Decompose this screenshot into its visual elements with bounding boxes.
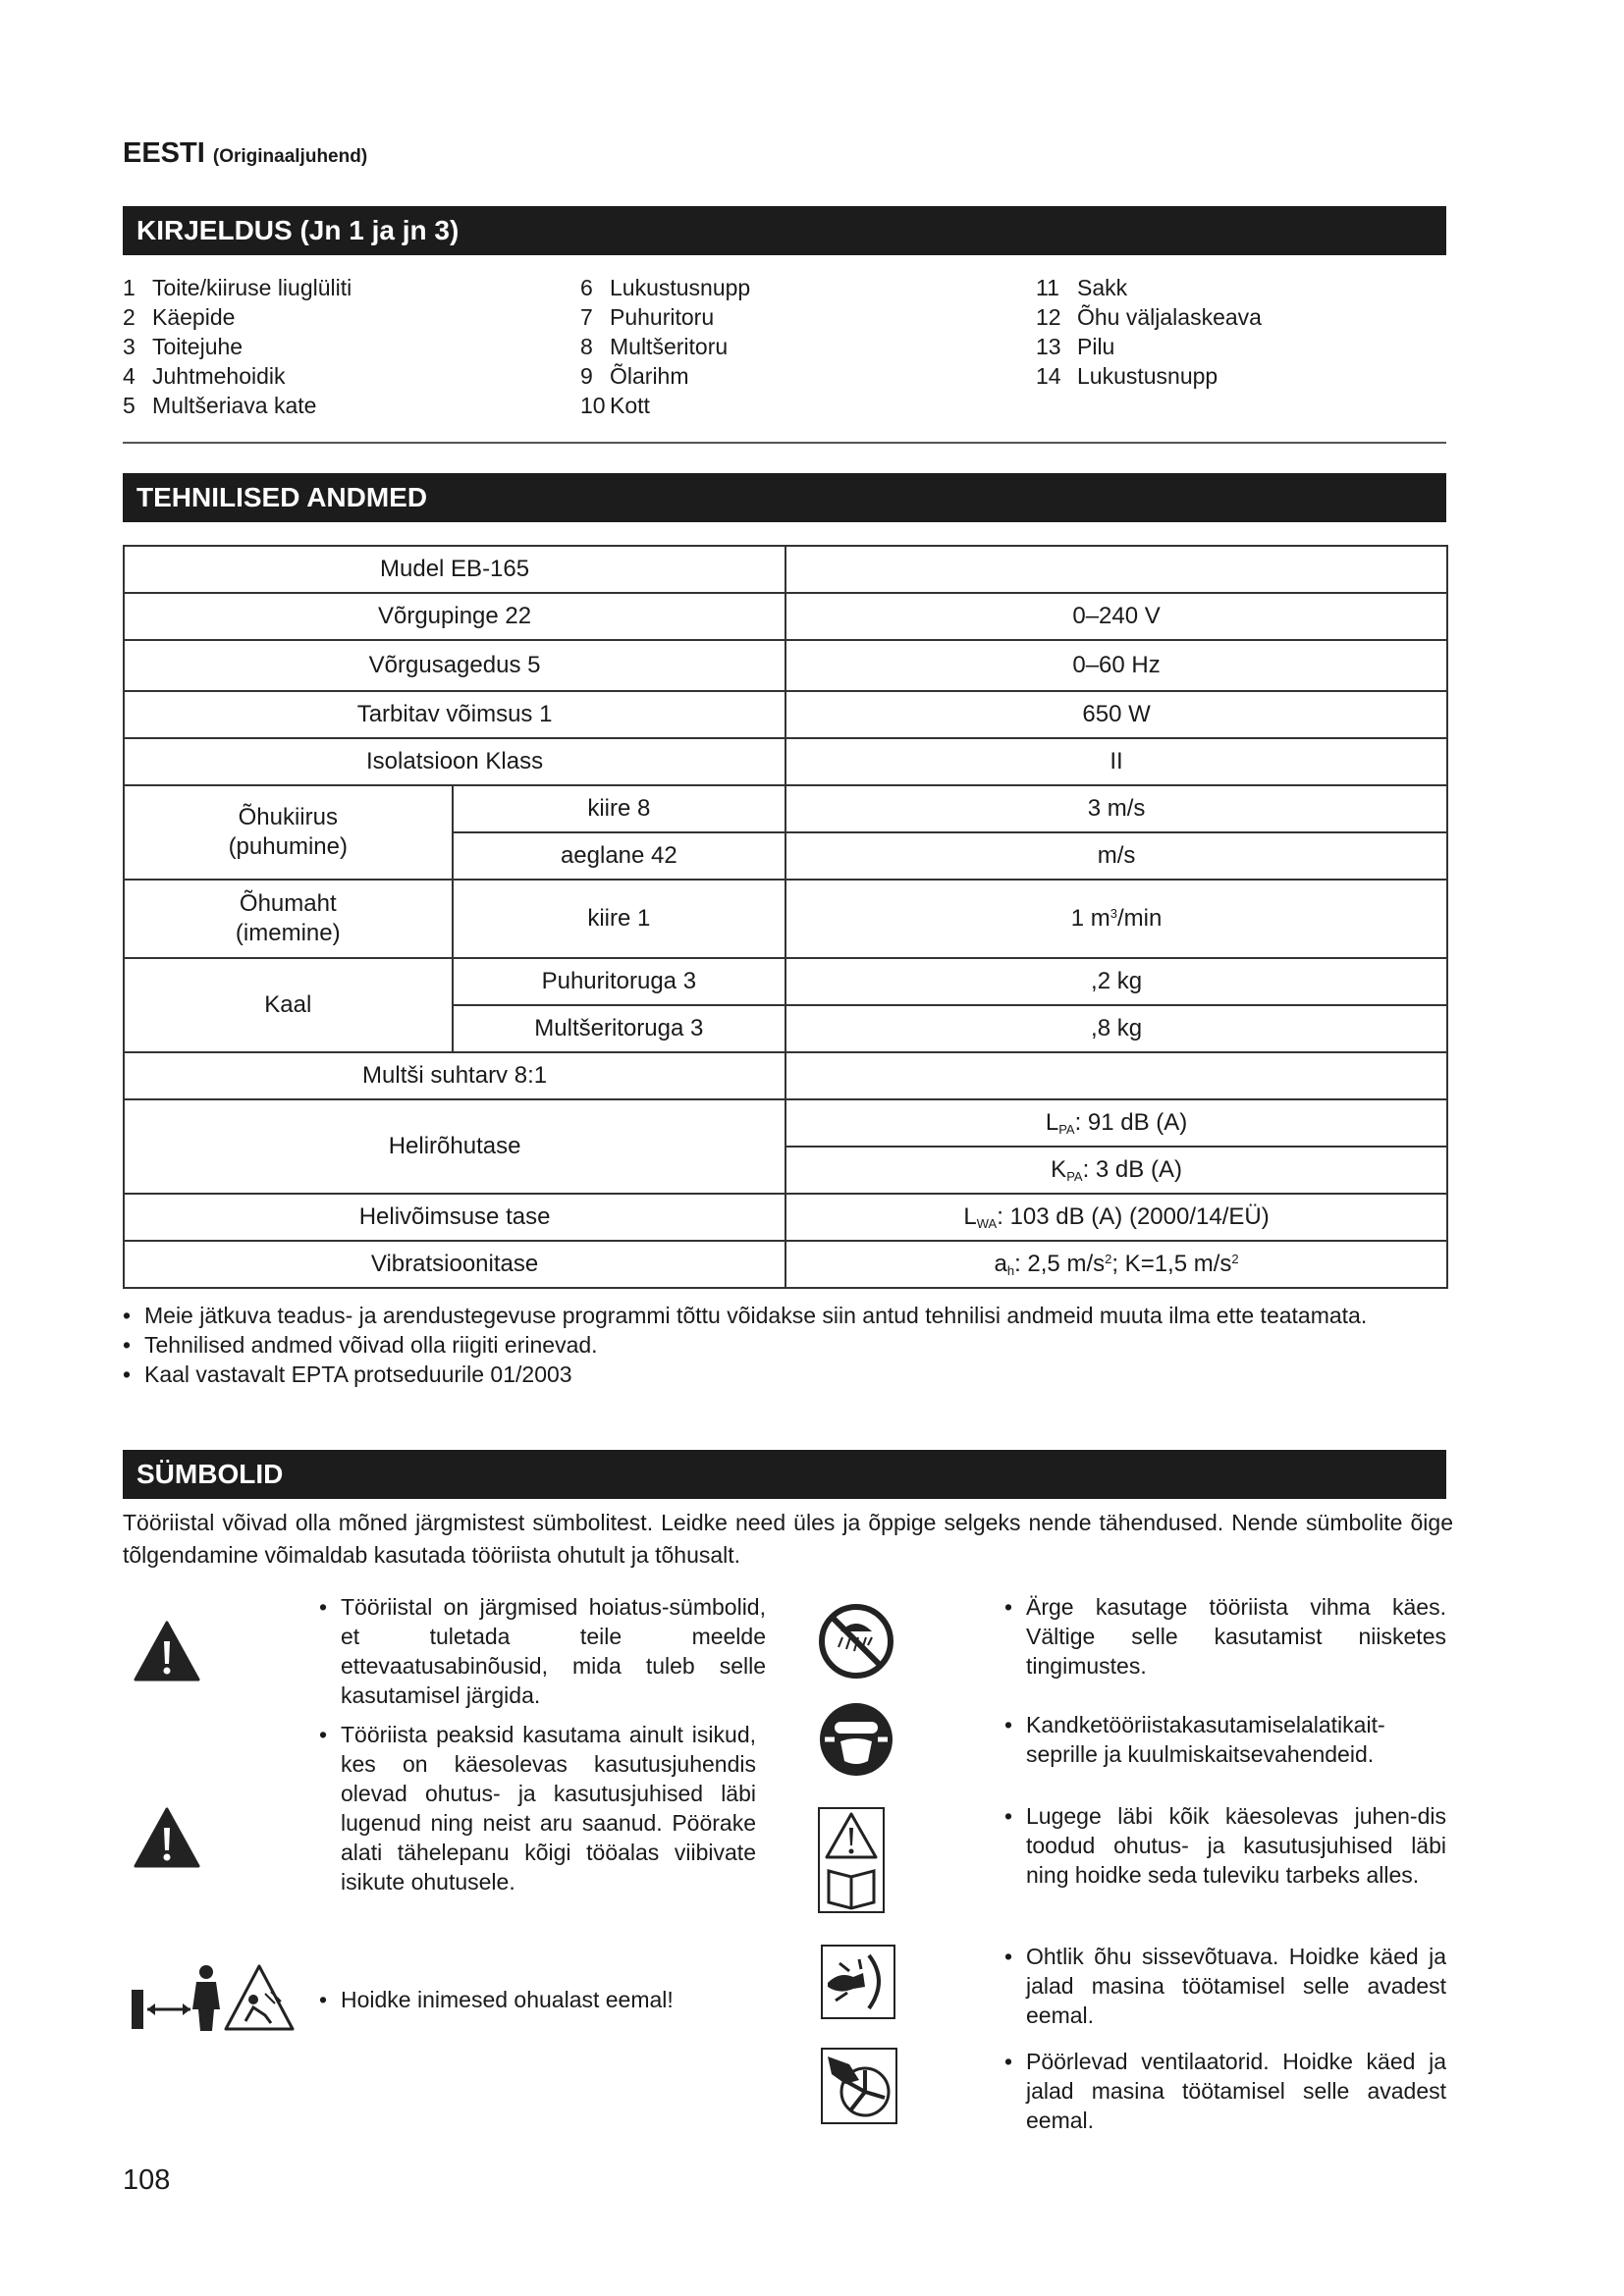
symbol-text: • Tööriista peaksid kasutama ainult isikud, kes on käesolevas kasutusjuhendis olevad ohutus- ja kasutusjuhised läbi lugenud ning neist aru saanud. Pöörake alati tähelepanu kõigi tööalas viibivate isikute ohutusele. [319, 1720, 756, 1896]
symbol-text: • Ärge kasutage tööriista vihma käes. Vältige selle kasutamist niisketes tingimustes. [1004, 1592, 1446, 1681]
table-row: Õhukiirus (puhumine) kiire 8 3 m/s [124, 785, 1447, 832]
table-row: Vibratsioonitase $a_h$: 2,5 $m/s^2$; K=1,5 $m/s^2$ [124, 1241, 1447, 1288]
symbol-text: • Ohtlik õhu sissevõtuava. Hoidke käed ja jalad masina töötamisel selle avadest eemal. [1004, 1942, 1446, 2030]
table-row: Kaal Puhuritoruga 3 ,2 kg [124, 958, 1447, 1005]
part-item: 3 Toitejuhe [123, 334, 244, 359]
section-symbols-heading: SÜMBOLID [123, 1450, 1446, 1499]
table-row: aeglane 42 m/s [124, 832, 1447, 880]
language-subtitle: (Originaaljuhend) [212, 146, 368, 167]
symbol-text: • Tööriistal on järgmised hoiatus-sümbolid, et tuletada teile meelde ettevaatusabinõusid, mida tuleb selle kasutamisel järgida. [319, 1592, 766, 1710]
part-item: 10 Kott [580, 393, 650, 418]
part-item: 13 Pilu [1036, 334, 1115, 359]
symbol-text: • Lugege läbi kõik käesolevas juhen-dis toodud ohutus- ja kasutusjuhised läbi ning hoidke seda tuleviku tarbeks alles. [1004, 1801, 1446, 1890]
warning-triangle-icon [133, 1806, 201, 1869]
section-description-heading: KIRJELDUS (Jn 1 ja jn 3) [123, 206, 1446, 255]
symbol-text: • Kandketööriistakasutamiselalatikait-seprille ja kuulmiskaitsevahendeid. [1004, 1710, 1446, 1769]
parts-column-2 [580, 273, 750, 420]
table-row: Mudel EB-165 [124, 546, 1447, 593]
parts-column-3 [1036, 273, 1262, 391]
spec-table [123, 545, 1448, 1289]
parts-column-1 [123, 273, 352, 420]
part-item: 2 Käepide [123, 304, 236, 330]
table-row: Helirõhutase $L_{PA}$: 91 dB (A) [124, 1099, 1447, 1147]
symbol-text: • Hoidke inimesed ohualast eemal! [319, 1985, 766, 2014]
note-item: • Tehnilised andmed võivad olla riigiti erinevad. [123, 1330, 1453, 1360]
read-manual-icon [817, 1806, 886, 1914]
part-item: 8 Multšeritoru [580, 334, 729, 359]
part-item: 7 Puhuritoru [580, 304, 715, 330]
table-row: Helivõimsuse tase $L_{WA}$: 103 dB (A) (2000/14/EÜ) [124, 1194, 1447, 1241]
rotating-fan-icon [820, 2047, 898, 2125]
part-item: 11 Sakk [1036, 275, 1128, 300]
warning-triangle-icon [133, 1620, 201, 1682]
part-item: 9 Õlarihm [580, 363, 689, 389]
language-heading [123, 137, 367, 170]
table-row: Isolatsioon Klass II [124, 738, 1447, 785]
table-row: Võrgupinge 22 0–240 V [124, 593, 1447, 640]
part-item: 6 Lukustusnupp [580, 275, 751, 300]
table-row: Multši suhtarv 8:1 [124, 1052, 1447, 1099]
part-item: 14 Lukustusnupp [1036, 363, 1218, 389]
keep-distance-icon [128, 1958, 297, 2035]
part-item: 5 Multšeriava kate [123, 393, 317, 418]
symbols-intro: Tööriistal võivad olla mõned järgmistest sümbolitest. Leidke need üles ja õppige selgeks nende tähendused. Nende sümbolite õige tõlgendamine võimaldab kasutada tööriista ohutult ja tõhusalt. [123, 1510, 1453, 1568]
part-item: 4 Juhtmehoidik [123, 363, 286, 389]
section-tech-heading: TEHNILISED ANDMED [123, 473, 1446, 522]
note-item: • Kaal vastavalt EPTA protseduurile 01/2003 [123, 1360, 1453, 1389]
table-row: Tarbitav võimsus 1 650 W [124, 691, 1447, 738]
table-row: $K_{PA}$: 3 dB (A) [124, 1147, 1447, 1194]
note-item: • Meie jätkuva teadus- ja arendustegevuse programmi tõttu võidakse siin antud tehnilisi andmeid muuta ilma ette teatamata. [123, 1301, 1453, 1330]
protective-gear-icon [817, 1700, 895, 1779]
divider [123, 442, 1446, 444]
language-title: EESTI [123, 137, 205, 169]
page-number: 108 [123, 2164, 171, 2196]
notes-list [123, 1301, 1453, 1389]
table-row: Võrgusagedus 5 0–60 Hz [124, 640, 1447, 691]
table-row: Õhumaht (imemine) kiire 1 1 $m^3/\min$ [124, 880, 1447, 958]
symbol-text: • Pöörlevad ventilaatorid. Hoidke käed ja jalad masina töötamisel selle avadest eemal. [1004, 2047, 1446, 2135]
part-item: 1 Toite/kiiruse liuglüliti [123, 275, 352, 300]
part-item: 12 Õhu väljalaskeava [1036, 304, 1262, 330]
air-intake-hazard-icon [820, 1944, 896, 2020]
table-row: Multšeritoruga 3 ,8 kg [124, 1005, 1447, 1052]
no-rain-icon [817, 1602, 895, 1681]
